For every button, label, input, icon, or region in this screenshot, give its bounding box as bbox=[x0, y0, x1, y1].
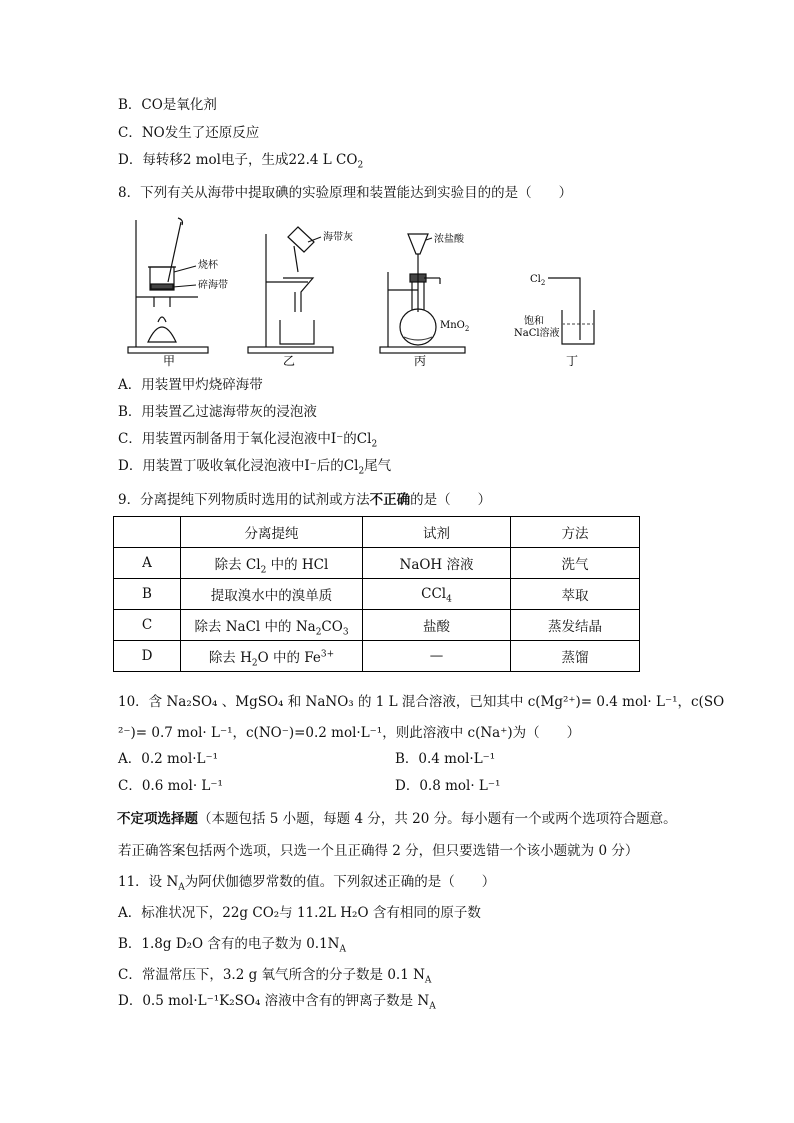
table-row: C 除去 NaCl 中的 $Na_2CO_3$ 盐酸 蒸发结晶 bbox=[114, 610, 640, 641]
label-beaker: 烧杯 bbox=[198, 260, 218, 271]
label-ding: 丁 bbox=[566, 354, 579, 368]
label-yi: 乙 bbox=[283, 354, 296, 368]
q11-option-d: D．0.5 mol·L⁻¹K₂SO₄ 溶液中含有的钾离子数是 $N_A$ bbox=[118, 993, 436, 1012]
q8-option-a: A．用装置甲灼烧碎海带 bbox=[118, 377, 263, 393]
apparatus-bing bbox=[380, 234, 465, 353]
q9-table bbox=[113, 516, 640, 672]
header-separation: 分离提纯 bbox=[181, 517, 363, 548]
label-jia: 甲 bbox=[163, 354, 176, 368]
section-header: 不定项选择题（本题包括 5 小题，每题 4 分，共 20 分。每小题有一个或两个选项符合题意。 bbox=[117, 811, 677, 827]
header-reagent: 试剂 bbox=[363, 517, 511, 548]
q11-option-a: A．标准状况下，22g CO₂与 11.2L H₂O 含有相同的原子数 bbox=[118, 905, 481, 921]
q10-stem-line2: ²⁻)= 0.7 mol· L⁻¹，c(NO⁻)=0.2 mol·L⁻¹，则此溶液中 c(Na⁺)为（ ） bbox=[118, 725, 581, 741]
q11-stem: 11．设 $N_A$为阿伏伽德罗常数的值。下列叙述正确的是（ ） bbox=[118, 874, 496, 893]
q11-option-c: C．常温常压下，3.2 g 氧气所含的分子数是 0.1 $N_A$ bbox=[118, 967, 432, 986]
label-seaweed: 碎海带 bbox=[198, 280, 228, 291]
q7-option-d: D．每转移2 mol电子，生成22.4 L $CO_2$ bbox=[118, 152, 364, 171]
table-row: B 提取溴水中的溴单质 CCl$_4$ 萃取 bbox=[114, 579, 640, 610]
q8-stem: 8．下列有关从海带中提取碘的实验原理和装置能达到实验目的的是（ ） bbox=[118, 185, 573, 201]
q7-option-b: B．CO是氧化剂 bbox=[118, 97, 217, 113]
q8-option-b: B．用装置乙过滤海带灰的浸泡液 bbox=[118, 404, 317, 420]
apparatus-figure bbox=[118, 212, 598, 372]
apparatus-yi bbox=[248, 227, 333, 353]
table-row: D 除去 $H_2O$ 中的 $Fe^{3+}$ — 蒸馏 bbox=[114, 641, 640, 672]
label-cl2: $Cl_2$ bbox=[530, 274, 546, 287]
table-row: A 除去 $Cl_2$ 中的 HCl NaOH 溶液 洗气 bbox=[114, 548, 640, 579]
label-nacl-solution: NaCl溶液 bbox=[514, 328, 560, 339]
table-header-row bbox=[114, 517, 640, 548]
q8-option-d: D．用装置丁吸收氧化浸泡液中I⁻后的$Cl_2$尾气 bbox=[118, 458, 392, 477]
label-bing: 丙 bbox=[414, 354, 427, 368]
q8-option-c: C．用装置丙制备用于氧化浸泡液中I⁻的$Cl_2$ bbox=[118, 431, 378, 450]
q10-option-b: B．0.4 mol·L⁻¹ bbox=[395, 751, 496, 767]
q10-stem-line1: 10．含 Na₂SO₄ 、MgSO₄ 和 NaNO₃ 的 1 L 混合溶液，已知其中 c(Mg²⁺)= 0.4 mol· L⁻¹，c(SO bbox=[118, 694, 725, 710]
q7-option-c: C．NO发生了还原反应 bbox=[118, 125, 260, 141]
section-description: 若正确答案包括两个选项，只选一个且正确得 2 分，但只要选错一个该小题就为 0 分） bbox=[118, 843, 639, 859]
q10-option-c: C．0.6 mol· L⁻¹ bbox=[118, 778, 223, 794]
q11-option-b: B．1.8g D₂O 含有的电子数为 $0.1N_A$ bbox=[118, 936, 346, 955]
header-method: 方法 bbox=[511, 517, 640, 548]
q9-stem: 9．分离提纯下列物质时选用的试剂或方法不正确的是（ ） bbox=[118, 492, 492, 508]
label-mno2: MnO$_2$ bbox=[440, 320, 470, 333]
q10-option-a: A．0.2 mol·L⁻¹ bbox=[118, 751, 219, 767]
label-saturated: 饱和 bbox=[524, 316, 544, 327]
label-acid: 浓盐酸 bbox=[434, 234, 464, 245]
label-ash: 海带灰 bbox=[323, 232, 353, 243]
q10-option-d: D．0.8 mol· L⁻¹ bbox=[395, 778, 501, 794]
